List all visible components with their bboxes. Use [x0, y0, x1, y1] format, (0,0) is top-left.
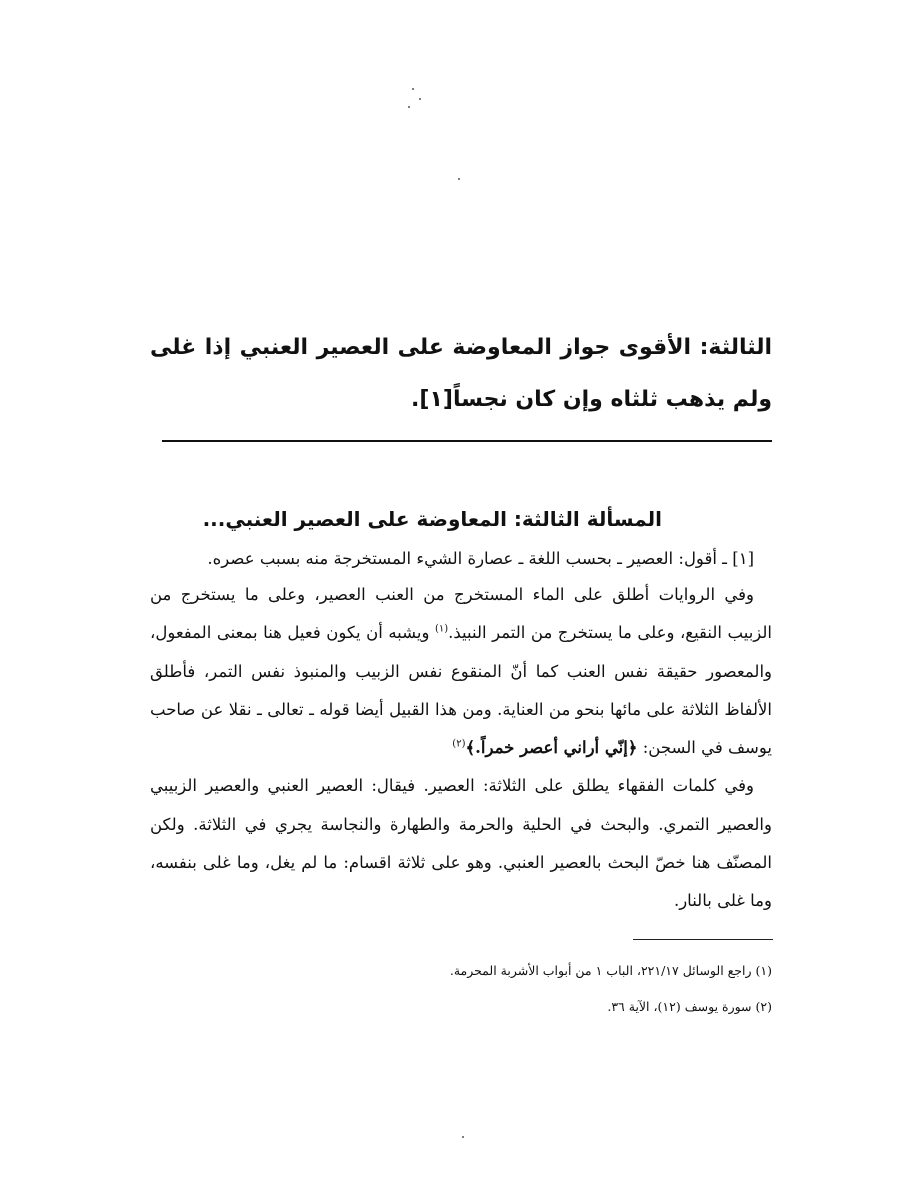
footnote-ref-2: (٢) [452, 738, 466, 750]
commentary-paragraph-2 [150, 576, 772, 767]
commentary-paragraph-3: وفي كلمات الفقهاء يطلق على الثلاثة: العصير. فيقال: العصير العنبي والعصير الزبيبي والعصير التمري. والبحث في الحلية والحرمة والطهارة والنجاسة يجري في الثلاثة. ولكن المصنّف هنا خصّ البحث بالعصير العنبي. وهو على ثلاثة اقسام: ما لم يغل، وما غلى بنفسه، وما غلى بالنار. [150, 776, 772, 911]
footnote-divider [633, 939, 773, 940]
footnotes [150, 953, 772, 1025]
paragraph-2-text-a: وفي الروايات أطلق على الماء المستخرج من العنب العصير، وعلى ما يستخرج من الزبيب النقيع، وعلى ما يستخرج من التمر النبيذ. [150, 585, 772, 643]
footnote-1: (١) راجع الوسائل ٢٢١/١٧، الباب ١ من أبواب الأشربة المحرمة. [449, 963, 772, 978]
quran-quote: ﴿إنّي أراني أعصر خمراً.﴾ [465, 738, 638, 758]
footnote-ref-1: (١) [434, 623, 449, 635]
paragraph-2-text-b: ويشبه أن يكون فعيل هنا بمعنى المفعول، والمعصور حقيقة نفس العنب كما أنّ المنقوع نفس الزبيب والمنبوذ نفس التمر، فأطلق الألفاظ الثلاثة على مائها بنحو من العناية. ومن هذا القبيل أيضا قوله ـ تعالى ـ نقلا عن صاحب يوسف في السجن: [150, 623, 772, 758]
scan-speck [462, 1136, 464, 1138]
scan-speck [412, 88, 414, 90]
scan-speck [419, 98, 421, 100]
main-text: الثالثة: الأقوى جواز المعاوضة على العصير العنبي إذا غلى ولم يذهب ثلثاه وإن كان نجساً[١]. [150, 335, 772, 412]
commentary-title: المسألة الثالثة: المعاوضة على العصير العنبي... [202, 507, 662, 531]
section-divider [162, 440, 772, 442]
commentary [150, 496, 772, 921]
commentary-paragraph-1: [١] ـ أقول: العصير ـ بحسب اللغة ـ عصارة الشيء المستخرجة منه بسبب عصره. [207, 549, 754, 568]
scan-speck [408, 106, 410, 108]
footnote-2: (٢) سورة يوسف (١٢)، الآية ٣٦. [607, 999, 772, 1014]
scan-speck [458, 178, 460, 180]
